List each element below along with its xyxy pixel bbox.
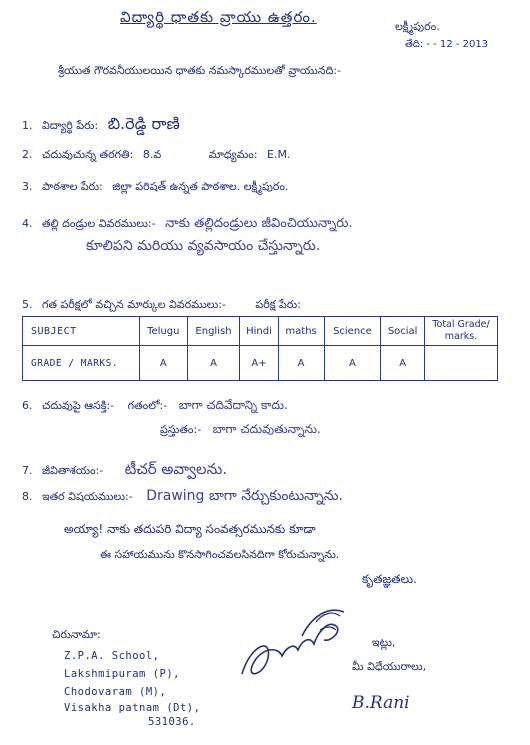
- thanks: కృతజ్ఞతలు.: [362, 572, 417, 586]
- table-header: maths: [278, 317, 324, 346]
- ambition-value: టీచర్ అవ్వాలను.: [124, 460, 228, 478]
- place: లక్ష్మీపురం.: [395, 20, 440, 33]
- closing-line: మీ విధేయురాలు,: [352, 660, 427, 673]
- school-value: జిల్లా పరిషత్ ఉన్నత పాఠశాల. లక్ష్మీపురం.: [112, 180, 289, 193]
- field-number: 6.: [22, 399, 33, 412]
- marks-intro: [22, 298, 301, 314]
- ambition-section: [22, 460, 227, 482]
- interest-label: చదువుపై ఆసక్తి:-: [42, 399, 115, 412]
- school-label: పాఠశాల పేరు:: [42, 180, 103, 193]
- parents-label: తల్లి దండ్రుల వివరములు:-: [42, 217, 156, 230]
- body-line-1: అయ్యా! నాకు తదుపరి విద్యా సంవత్సరమునకు కూడా: [64, 522, 316, 536]
- table-header: English: [187, 317, 240, 346]
- interest-present: [160, 422, 321, 439]
- ambition-label: జీవితాశయం:-: [42, 464, 104, 477]
- field-4: [22, 216, 353, 234]
- table-header: Total Grade/ marks.: [425, 317, 498, 346]
- parents-value: నాకు తల్లిదండ్రులు జీవించియున్నారు.: [165, 216, 353, 231]
- table-header: Science: [324, 317, 381, 346]
- address-line: Chodovaram (M),: [64, 686, 167, 698]
- field-2: [22, 148, 290, 164]
- other-value: Drawing బాగా నేర్చుకుంటున్నాను.: [146, 488, 343, 504]
- letter-title: విద్యార్థి ధాతకు వ్రాయు ఉత్తరం.: [120, 8, 317, 26]
- field-1: [22, 114, 180, 137]
- table-cell: A: [324, 346, 381, 381]
- class-value: 8.వ: [142, 148, 162, 161]
- student-signature-text: B.Rani: [352, 693, 410, 713]
- other-section: [22, 488, 343, 507]
- exam-name-label: పరీక్ష పేరు:: [255, 298, 301, 311]
- interest-present-label: ప్రస్తుతం:-: [160, 423, 202, 436]
- address-label: చిరునామా:: [52, 628, 101, 641]
- other-label: ఇతర విషయములు:-: [42, 490, 133, 503]
- address-line: Lakshmipuram (P),: [64, 668, 180, 680]
- class-label: చదువుచున్న తరగతి:: [42, 148, 134, 161]
- field-number: 1.: [22, 119, 33, 132]
- student-name-label: విద్యార్థి పేరు:: [42, 119, 99, 132]
- medium-label: మాధ్యమం:: [208, 148, 258, 161]
- table-cell: A: [140, 346, 188, 381]
- medium-value: E.M.: [267, 148, 291, 161]
- table-cell: A: [381, 346, 425, 381]
- field-number: 7.: [22, 464, 33, 477]
- address-line: Z.P.A. School,: [64, 650, 160, 662]
- table-header: Telugu: [140, 317, 188, 346]
- table-cell: A: [278, 346, 324, 381]
- marks-table: [22, 316, 498, 381]
- address-line: 531036.: [148, 716, 196, 728]
- table-header: SUBJECT: [23, 317, 140, 346]
- table-header: Hindi: [240, 317, 278, 346]
- table-header-row: [23, 317, 498, 346]
- address-line: Visakha patnam (Dt),: [64, 702, 201, 714]
- table-cell: A: [187, 346, 240, 381]
- field-number: 3.: [22, 180, 33, 193]
- table-cell: [425, 346, 498, 381]
- interest-present-value: బాగా చదువుతున్నాను.: [212, 422, 321, 436]
- student-signature: [348, 680, 438, 720]
- field-number: 8.: [22, 490, 33, 503]
- field-number: 5.: [22, 298, 33, 311]
- interest-past-label: గతంలో:-: [127, 399, 168, 412]
- table-cell: A+: [240, 346, 278, 381]
- table-cell: GRADE / MARKS.: [23, 346, 140, 381]
- interest-past-value: బాగా చదివేదాన్ని కాదు.: [178, 398, 288, 412]
- closing-line: ఇట్లు,: [372, 636, 396, 649]
- field-3: [22, 180, 288, 196]
- field-number: 2.: [22, 148, 33, 161]
- table-header: Social: [381, 317, 425, 346]
- salutation: శ్రీయుత గౌరవనీయులయిన ధాతకు నమస్కారములతో వ్రాయునది:-: [58, 64, 342, 77]
- interest-section: [22, 398, 288, 415]
- field-number: 4.: [22, 217, 33, 230]
- body-line-2: ఈ సహాయమును కొనసాగించవలసినదిగా కోరుచున్నాను.: [100, 548, 340, 561]
- date: తేది: - - 12 - 2013: [405, 39, 489, 50]
- parents-value-line2: కూలిపని మరియు వ్యవసాయం చేస్తున్నారు.: [86, 238, 321, 254]
- student-name-value: బి.రెడ్డి రాణి: [107, 114, 180, 133]
- table-row: [23, 346, 498, 381]
- official-signature: [232, 596, 352, 686]
- marks-intro-label: గత పరీక్షలో వచ్చిన మార్కుల వివరములు:-: [42, 298, 226, 311]
